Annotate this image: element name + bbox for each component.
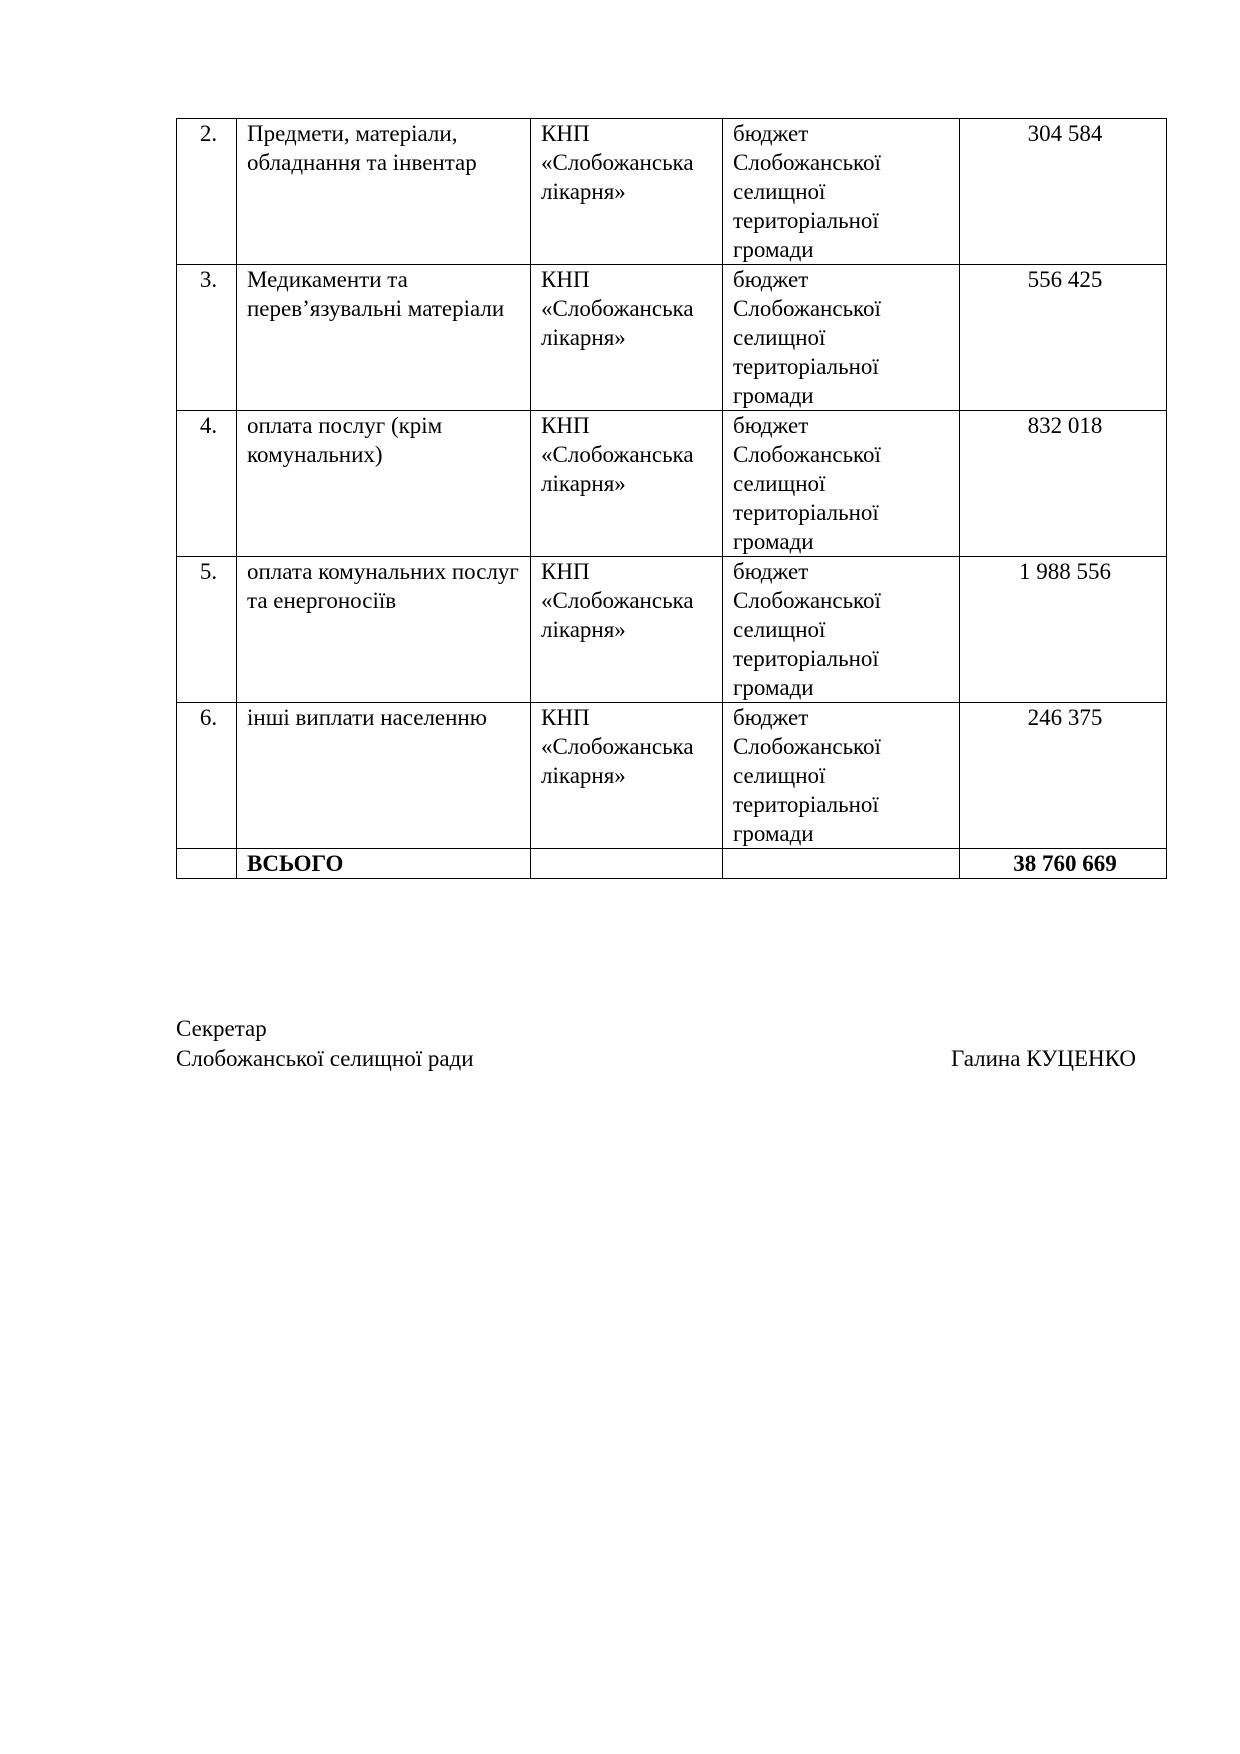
amount: 556 425 [960, 265, 1167, 411]
expense-name: оплата послуг (крім комунальних) [237, 411, 531, 557]
row-number: 5. [177, 557, 237, 703]
amount: 832 018 [960, 411, 1167, 557]
amount: 1 988 556 [960, 557, 1167, 703]
organization: КНП «Слобожанська лікарня» [531, 557, 723, 703]
expense-name: Медикаменти та перев’язувальні матеріали [237, 265, 531, 411]
funding-source: бюджет Слобожанської селищної територіальної громади [723, 411, 960, 557]
total-row [177, 849, 1167, 879]
funding-source: бюджет Слобожанської селищної територіальної громади [723, 557, 960, 703]
expense-name: інші виплати населенню [237, 703, 531, 849]
organization: КНП «Слобожанська лікарня» [531, 119, 723, 265]
signer-organization: Слобожанської селищної ради [176, 1046, 474, 1071]
table-row [177, 557, 1167, 703]
amount: 246 375 [960, 703, 1167, 849]
funding-source: бюджет Слобожанської селищної територіальної громади [723, 265, 960, 411]
row-number: 2. [177, 119, 237, 265]
signer-position: Секретар [176, 1016, 267, 1041]
expense-name: оплата комунальних послуг та енергоносіїв [237, 557, 531, 703]
organization: КНП «Слобожанська лікарня» [531, 703, 723, 849]
total-empty-cell [177, 849, 237, 879]
table-row [177, 119, 1167, 265]
organization: КНП «Слобожанська лікарня» [531, 411, 723, 557]
funding-source: бюджет Слобожанської селищної територіальної громади [723, 119, 960, 265]
organization: КНП «Слобожанська лікарня» [531, 265, 723, 411]
total-empty-cell [723, 849, 960, 879]
row-number: 4. [177, 411, 237, 557]
budget-table [176, 118, 1167, 879]
total-empty-cell [531, 849, 723, 879]
signer-name: Галина КУЦЕНКО [951, 1046, 1136, 1071]
row-number: 3. [177, 265, 237, 411]
signature-block [176, 1014, 1136, 1074]
expense-name: Предмети, матеріали, обладнання та інвентар [237, 119, 531, 265]
total-label: ВСЬОГО [237, 849, 531, 879]
amount: 304 584 [960, 119, 1167, 265]
table-row [177, 265, 1167, 411]
funding-source: бюджет Слобожанської селищної територіальної громади [723, 703, 960, 849]
table-row [177, 703, 1167, 849]
total-amount: 38 760 669 [960, 849, 1167, 879]
table-row [177, 411, 1167, 557]
row-number: 6. [177, 703, 237, 849]
